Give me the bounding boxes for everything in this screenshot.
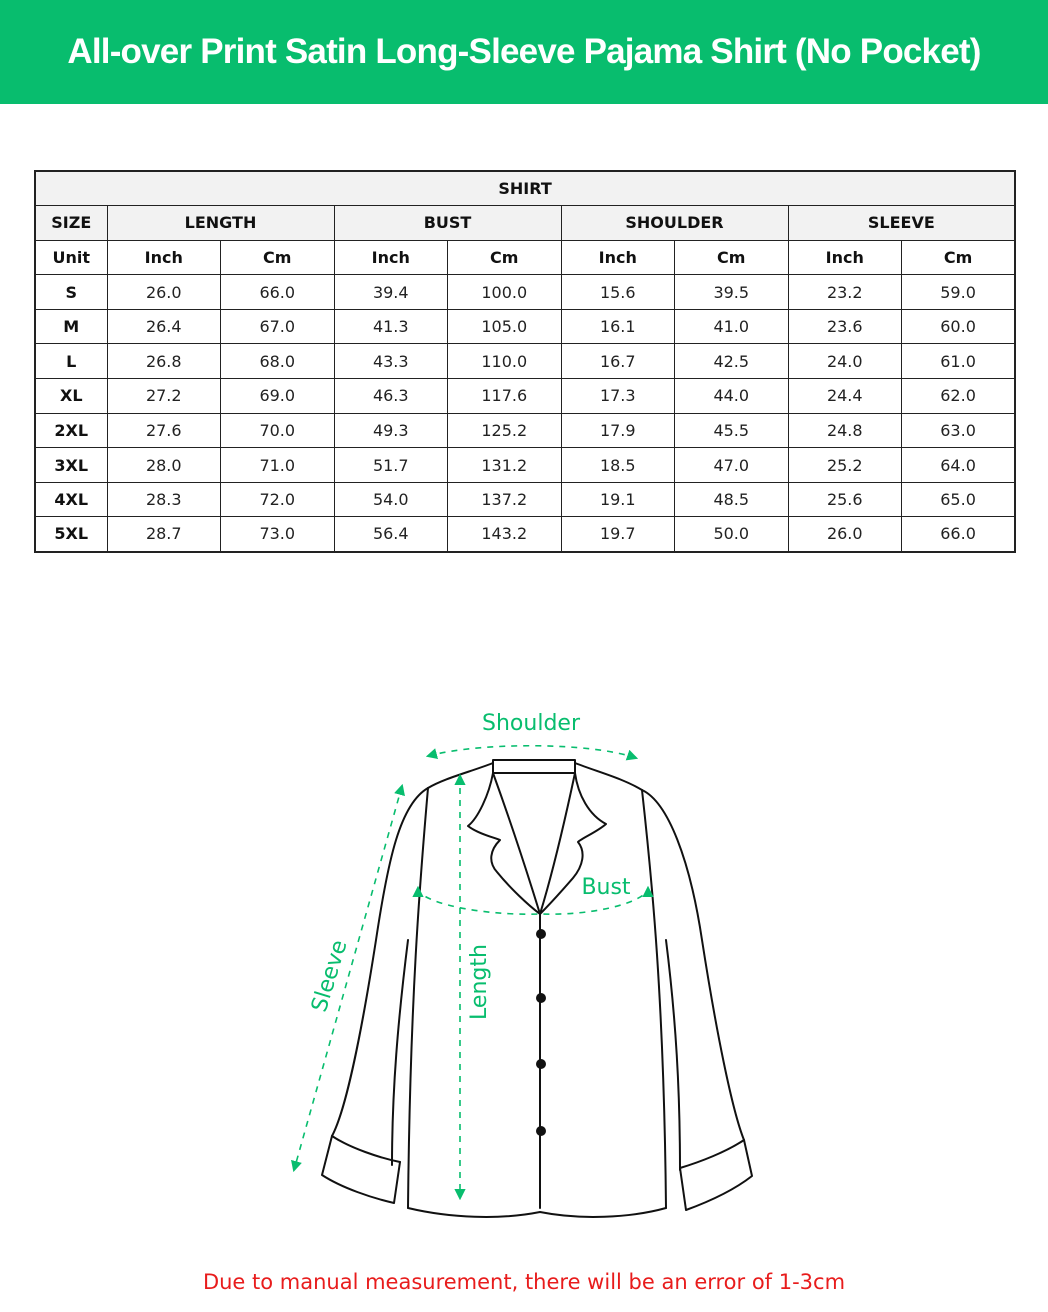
table-cell: 24.4 xyxy=(788,379,902,414)
table-cell: 71.0 xyxy=(221,448,335,483)
size-cell: 4XL xyxy=(35,482,107,517)
group-header-length: LENGTH xyxy=(107,206,334,241)
table-cell: 73.0 xyxy=(221,517,335,552)
page-title: All-over Print Satin Long-Sleeve Pajama Shirt (No Pocket) xyxy=(67,32,981,71)
table-cell: 65.0 xyxy=(902,482,1016,517)
table-cell: 26.8 xyxy=(107,344,221,379)
shirt-illustration xyxy=(0,700,1048,1240)
table-cell: 63.0 xyxy=(902,413,1016,448)
table-cell: 17.3 xyxy=(561,379,675,414)
table-cell: 42.5 xyxy=(675,344,789,379)
shoulder-label: Shoulder xyxy=(482,711,580,736)
table-cell: 17.9 xyxy=(561,413,675,448)
table-body xyxy=(35,275,1015,552)
unit-header: Unit xyxy=(35,240,107,275)
group-header-bust: BUST xyxy=(334,206,561,241)
table-cell: 16.7 xyxy=(561,344,675,379)
unit-header-cell: Inch xyxy=(561,240,675,275)
table-cell: 59.0 xyxy=(902,275,1016,310)
group-header-sleeve: SLEEVE xyxy=(788,206,1015,241)
table-row xyxy=(35,448,1015,483)
unit-header-cell: Cm xyxy=(675,240,789,275)
table-row xyxy=(35,482,1015,517)
table-cell: 117.6 xyxy=(448,379,562,414)
bust-label: Bust xyxy=(581,875,631,900)
button-dot-icon xyxy=(536,1126,546,1136)
table-cell: 68.0 xyxy=(221,344,335,379)
table-cell: 43.3 xyxy=(334,344,448,379)
table-cell: 39.5 xyxy=(675,275,789,310)
size-chart-table xyxy=(34,170,1016,553)
table-row xyxy=(35,344,1015,379)
table-group-row xyxy=(35,206,1015,241)
table-cell: 41.0 xyxy=(675,309,789,344)
table-cell: 72.0 xyxy=(221,482,335,517)
table-cell: 60.0 xyxy=(902,309,1016,344)
table-cell: 16.1 xyxy=(561,309,675,344)
length-label: Length xyxy=(467,944,492,1020)
table-cell: 48.5 xyxy=(675,482,789,517)
table-cell: 24.8 xyxy=(788,413,902,448)
table-cell: 27.2 xyxy=(107,379,221,414)
table-row xyxy=(35,413,1015,448)
table-cell: 18.5 xyxy=(561,448,675,483)
table-cell: 45.5 xyxy=(675,413,789,448)
table-cell: 25.2 xyxy=(788,448,902,483)
table-cell: 100.0 xyxy=(448,275,562,310)
table-cell: 28.0 xyxy=(107,448,221,483)
table-cell: 125.2 xyxy=(448,413,562,448)
table-cell: 137.2 xyxy=(448,482,562,517)
table-cell: 66.0 xyxy=(902,517,1016,552)
table-cell: 70.0 xyxy=(221,413,335,448)
sleeve-measure-line xyxy=(294,786,402,1170)
size-cell: XL xyxy=(35,379,107,414)
unit-header-cell: Cm xyxy=(221,240,335,275)
table-cell: 19.7 xyxy=(561,517,675,552)
button-dot-icon xyxy=(536,993,546,1003)
table-cell: 51.7 xyxy=(334,448,448,483)
table-cell: 50.0 xyxy=(675,517,789,552)
unit-header-cell: Inch xyxy=(107,240,221,275)
table-cell: 62.0 xyxy=(902,379,1016,414)
shirt-diagram xyxy=(0,700,1048,1240)
table-row xyxy=(35,517,1015,552)
table-cell: 131.2 xyxy=(448,448,562,483)
size-cell: L xyxy=(35,344,107,379)
table-cell: 26.0 xyxy=(107,275,221,310)
table-cell: 46.3 xyxy=(334,379,448,414)
table-cell: 15.6 xyxy=(561,275,675,310)
table-cell: 28.3 xyxy=(107,482,221,517)
button-dot-icon xyxy=(536,1059,546,1069)
measurement-note: Due to manual measurement, there will be an error of 1-3cm xyxy=(202,1270,846,1294)
size-cell: M xyxy=(35,309,107,344)
unit-header-cell: Cm xyxy=(448,240,562,275)
table-cell: 28.7 xyxy=(107,517,221,552)
sleeve-label: Sleeve xyxy=(307,937,353,1015)
table-cell: 23.6 xyxy=(788,309,902,344)
table-cell: 41.3 xyxy=(334,309,448,344)
table-unit-row xyxy=(35,240,1015,275)
table-cell: 66.0 xyxy=(221,275,335,310)
unit-header-cell: Cm xyxy=(902,240,1016,275)
table-cell: 110.0 xyxy=(448,344,562,379)
unit-header-cell: Inch xyxy=(334,240,448,275)
table-caption: SHIRT xyxy=(35,171,1015,206)
table-row xyxy=(35,309,1015,344)
table-cell: 105.0 xyxy=(448,309,562,344)
title-banner xyxy=(0,0,1048,104)
table-row xyxy=(35,275,1015,310)
table-cell: 26.0 xyxy=(788,517,902,552)
table-row xyxy=(35,379,1015,414)
table-cell: 39.4 xyxy=(334,275,448,310)
table-cell: 56.4 xyxy=(334,517,448,552)
shirt-outline xyxy=(322,760,752,1217)
table-cell: 23.2 xyxy=(788,275,902,310)
table-cell: 69.0 xyxy=(221,379,335,414)
table-cell: 54.0 xyxy=(334,482,448,517)
table-cell: 61.0 xyxy=(902,344,1016,379)
size-cell: S xyxy=(35,275,107,310)
size-cell: 5XL xyxy=(35,517,107,552)
measure-labels xyxy=(307,711,631,1020)
table-cell: 27.6 xyxy=(107,413,221,448)
size-cell: 2XL xyxy=(35,413,107,448)
button-dot-icon xyxy=(536,929,546,939)
size-cell: 3XL xyxy=(35,448,107,483)
table-cell: 143.2 xyxy=(448,517,562,552)
table-cell: 44.0 xyxy=(675,379,789,414)
table-cell: 24.0 xyxy=(788,344,902,379)
unit-header-cell: Inch xyxy=(788,240,902,275)
table-caption-row xyxy=(35,171,1015,206)
table-cell: 64.0 xyxy=(902,448,1016,483)
table-cell: 67.0 xyxy=(221,309,335,344)
size-header: SIZE xyxy=(35,206,107,241)
table-cell: 25.6 xyxy=(788,482,902,517)
table-cell: 19.1 xyxy=(561,482,675,517)
shoulder-measure-line xyxy=(428,746,636,758)
table-cell: 26.4 xyxy=(107,309,221,344)
table-cell: 47.0 xyxy=(675,448,789,483)
group-header-shoulder: SHOULDER xyxy=(561,206,788,241)
table-cell: 49.3 xyxy=(334,413,448,448)
